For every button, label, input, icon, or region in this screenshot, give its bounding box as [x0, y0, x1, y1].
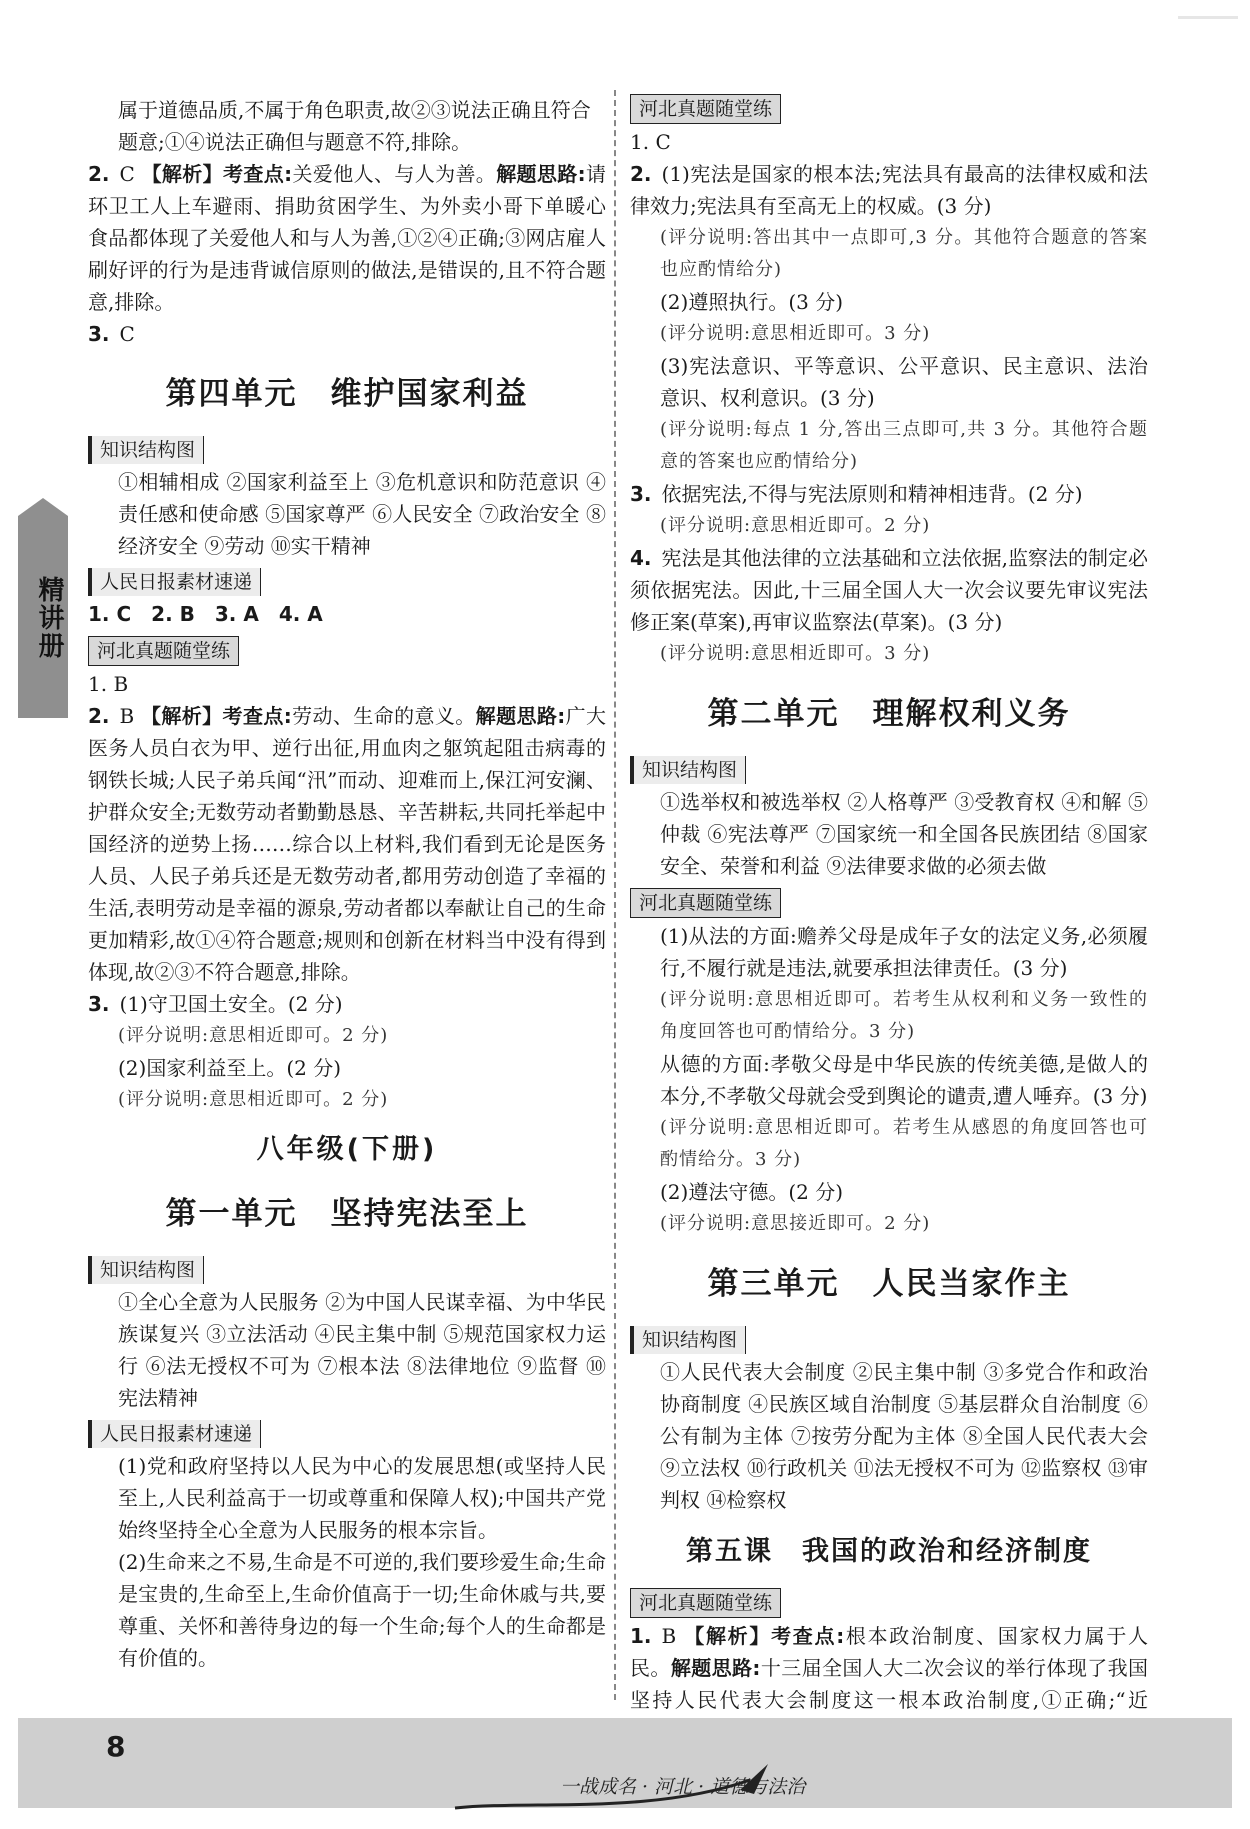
scoring-note: (评分说明:意思相近即可。若考生从感恩的角度回答也可酌情给分。3 分)	[660, 1117, 1148, 1170]
answer-part-1: (1)宪法是国家的根本法;宪法具有最高的法律权威和法律效力;宪法具有至高无上的权威。(3 分)	[630, 162, 1148, 218]
practice-q3	[88, 988, 606, 1020]
section-tag-hebei-practice: 河北真题随堂练	[88, 636, 239, 666]
answer-part-2: (2)国家利益至上。(2 分)	[118, 1056, 342, 1080]
answer-part-2: (2)遵照执行。(3 分)	[660, 290, 844, 314]
knowledge-map-text: ①人民代表大会制度 ②民主集中制 ③多党合作和政治协商制度 ④民族区域自治制度 ⑤基层群众自治制度 ⑥公有制为主体 ⑦按劳分配为主体 ⑧全国人民代表大会 ⑨立法权 ⑩行政机关 ⑪法无授权不可为 ⑫监察权 ⑬审判权 ⑭检察权	[660, 1360, 1148, 1512]
answer: B	[661, 1624, 677, 1648]
practice-q3	[630, 478, 1148, 510]
grade-title: 八年级(下册)	[256, 1134, 438, 1165]
question-number: 3.	[88, 322, 110, 346]
peoples-daily-answer-2: (2)生命来之不易,生命是不可逆的,我们要珍爱生命;生命是宝贵的,生命至上,生命价值高于一切;生命休戚与共,要尊重、关怀和善待身边的每一个生命;每个人的生命都是有价值的。	[118, 1550, 606, 1670]
practice-q2	[88, 700, 606, 988]
answer-part-2: 从德的方面:孝敬父母是中华民族的传统美德,是做人的本分,不孝敬父母就会受到舆论的谴责,遭人唾弃。(3 分)	[660, 1052, 1148, 1108]
scoring-note: (评分说明:意思相近即可。2 分)	[660, 515, 931, 536]
intro-line-1: 属于道德品质,不属于角色职责,故②③说法正确且符合	[118, 98, 591, 122]
answer-part-3: (2)遵法守德。(2 分)	[660, 1180, 844, 1204]
question-2	[88, 158, 606, 318]
key-point-text: 劳动、生命的意义。	[291, 704, 476, 728]
section-tag-peoples-daily: 人民日报素材速递	[88, 1420, 261, 1448]
question-number: 2.	[630, 162, 652, 186]
footer-brand: 一战成名 · 河北 · 道德与法治	[560, 1776, 806, 1798]
side-tab-label: 精讲册	[34, 576, 64, 660]
left-column	[88, 94, 606, 1674]
key-point-label: 考查点:	[771, 1624, 845, 1648]
key-point-text: 关爱他人、与人为善。	[292, 162, 497, 186]
reasoning-text: 请环卫工人上车避雨、捐助贫困学生、为外卖小哥下单暖心食品都体现了关爱他人和与人为善,①②④正确;③网店雇人刷好评的行为是违背诚信原则的做法,是错误的,且不符合题意,排除。	[88, 162, 607, 314]
question-number: 3.	[630, 482, 652, 506]
question-number: 2.	[88, 162, 110, 186]
reasoning-text: 十三届全国人大二次会议的举行体现了我国坚持人民代表大会制度这一根本政治制度,①正确;“近	[630, 1656, 1149, 1712]
question-3	[88, 318, 606, 350]
knowledge-map-text: ①相辅相成 ②国家利益至上 ③危机意识和防范意识 ④责任感和使命感 ⑤国家尊严 ⑥人民安全 ⑦政治安全 ⑧经济安全 ⑨劳动 ⑩实干精神	[118, 470, 606, 558]
section-tag-hebei-practice: 河北真题随堂练	[630, 888, 781, 918]
unit-2-title: 第二单元 理解权利义务	[707, 696, 1071, 732]
side-tab-notch	[18, 498, 68, 516]
unit-3-title: 第三单元 人民当家作主	[707, 1266, 1071, 1302]
analysis-label: 【解析】	[141, 162, 224, 186]
section-tag-knowledge-map: 知识结构图	[88, 1256, 204, 1284]
section-tag-knowledge-map: 知识结构图	[630, 756, 746, 784]
scoring-note: (评分说明:意思相近即可。若考生从权利和义务一致性的角度回答也可酌情给分。3 分)	[660, 989, 1148, 1042]
answer: C	[119, 162, 135, 186]
section-tag-peoples-daily: 人民日报素材速递	[88, 568, 261, 596]
question-number: 2.	[88, 704, 110, 728]
answer: 依据宪法,不得与宪法原则和精神相违背。(2 分)	[661, 482, 1083, 506]
answer: 宪法是其他法律的立法基础和立法依据,监察法的制定必须依据宪法。因此,十三届全国人大一次会议要先审议宪法修正案(草案),再审议监察法(草案)。(3 分)	[630, 546, 1148, 634]
section-tag-knowledge-map: 知识结构图	[88, 436, 204, 464]
knowledge-map-text: ①全心全意为人民服务 ②为中国人民谋幸福、为中华民族谋复兴 ③立法活动 ④民主集中制 ⑤规范国家权力运行 ⑥法无授权不可为 ⑦根本法 ⑧法律地位 ⑨监督 ⑩宪法精神	[118, 1290, 606, 1410]
scoring-note: (评分说明:每点 1 分,答出三点即可,共 3 分。其他符合题意的答案也应酌情给分)	[660, 419, 1148, 472]
section-tag-hebei-practice: 河北真题随堂练	[630, 1588, 781, 1618]
scoring-note: (评分说明:意思相近即可。2 分)	[118, 1025, 389, 1046]
peoples-daily-answer-1: (1)党和政府坚持以人民为中心的发展思想(或坚持人民至上,人民利益高于一切或尊重和保障人权);中国共产党始终坚持全心全意为人民服务的根本宗旨。	[118, 1454, 606, 1542]
column-divider	[614, 90, 616, 1700]
peoples-daily-answers: 1. C 2. B 3. A 4. A	[88, 602, 323, 626]
reasoning-text: 广大医务人员白衣为甲、逆行出征,用血肉之躯筑起阻击病毒的钢铁长城;人民子弟兵闻“汛”而动、迎难而上,保江河安澜、护群众安全;无数劳动者勤勤恳恳、辛苦耕耘,共同托举起中国经济的逆势上扬……综合以上材料,我们看到无论是医务人员、人民子弟兵还是无数劳动者,都用劳动创造了幸福的生活,表明劳动是幸福的源泉,劳动者都以奉献让自己的生命更加精彩,故①④符合题意;规则和创新在材料当中没有得到体现,故②③不符合题意,排除。	[88, 704, 607, 984]
scoring-note: (评分说明:意思相近即可。2 分)	[118, 1089, 389, 1110]
unit-4-title: 第四单元 维护国家利益	[165, 376, 529, 412]
section-tag-knowledge-map: 知识结构图	[630, 1326, 746, 1354]
answer: B	[119, 704, 135, 728]
question-number: 1.	[630, 1624, 652, 1648]
question-number: 4.	[630, 546, 652, 570]
page-number: 8	[106, 1730, 126, 1763]
scoring-note: (评分说明:意思接近即可。2 分)	[660, 1213, 931, 1234]
answer-part-3: (3)宪法意识、平等意识、公平意识、民主意识、法治意识、权利意识。(3 分)	[660, 354, 1148, 410]
key-point-text: 根本政治制度、国家权力属于人民。	[630, 1624, 1149, 1680]
unit-1-title: 第一单元 坚持宪法至上	[165, 1196, 529, 1232]
scoring-note: (评分说明:意思相近即可。3 分)	[660, 323, 931, 344]
side-tab	[18, 498, 68, 718]
key-point-label: 考查点:	[222, 704, 292, 728]
practice-q4	[630, 542, 1148, 638]
scoring-note: (评分说明:答出其中一点即可,3 分。其他符合题意的答案也应酌情给分)	[660, 227, 1148, 280]
scoring-note: (评分说明:意思相近即可。3 分)	[660, 643, 931, 664]
reasoning-label: 解题思路:	[670, 1656, 761, 1680]
question-number: 3.	[88, 992, 110, 1016]
answer-part-1: (1)从法的方面:赡养父母是成年子女的法定义务,必须履行,不履行就是违法,就要承担法律责任。(3 分)	[660, 924, 1148, 980]
lesson-5-title: 第五课 我国的政治和经济制度	[686, 1536, 1092, 1567]
analysis-label: 【解析】	[684, 1624, 772, 1648]
section-tag-hebei-practice: 河北真题随堂练	[630, 94, 781, 124]
analysis-label: 【解析】	[140, 704, 223, 728]
practice-q2	[630, 158, 1148, 222]
right-column	[630, 94, 1148, 1748]
scan-mark	[1178, 16, 1238, 19]
practice-q1: 1. C	[630, 130, 671, 154]
key-point-label: 考查点:	[223, 162, 293, 186]
practice-q1: 1. B	[88, 672, 129, 696]
intro-line-2: 题意;①④说法正确但与题意不符,排除。	[118, 130, 472, 154]
reasoning-label: 解题思路:	[475, 704, 566, 728]
knowledge-map-text: ①选举权和被选举权 ②人格尊严 ③受教育权 ④和解 ⑤仲裁 ⑥宪法尊严 ⑦国家统一和全国各民族团结 ⑧国家安全、荣誉和利益 ⑨法律要求做的必须去做	[660, 790, 1148, 878]
reasoning-label: 解题思路:	[496, 162, 586, 186]
answer: C	[119, 322, 135, 346]
answer-part-1: (1)守卫国土安全。(2 分)	[119, 992, 343, 1016]
